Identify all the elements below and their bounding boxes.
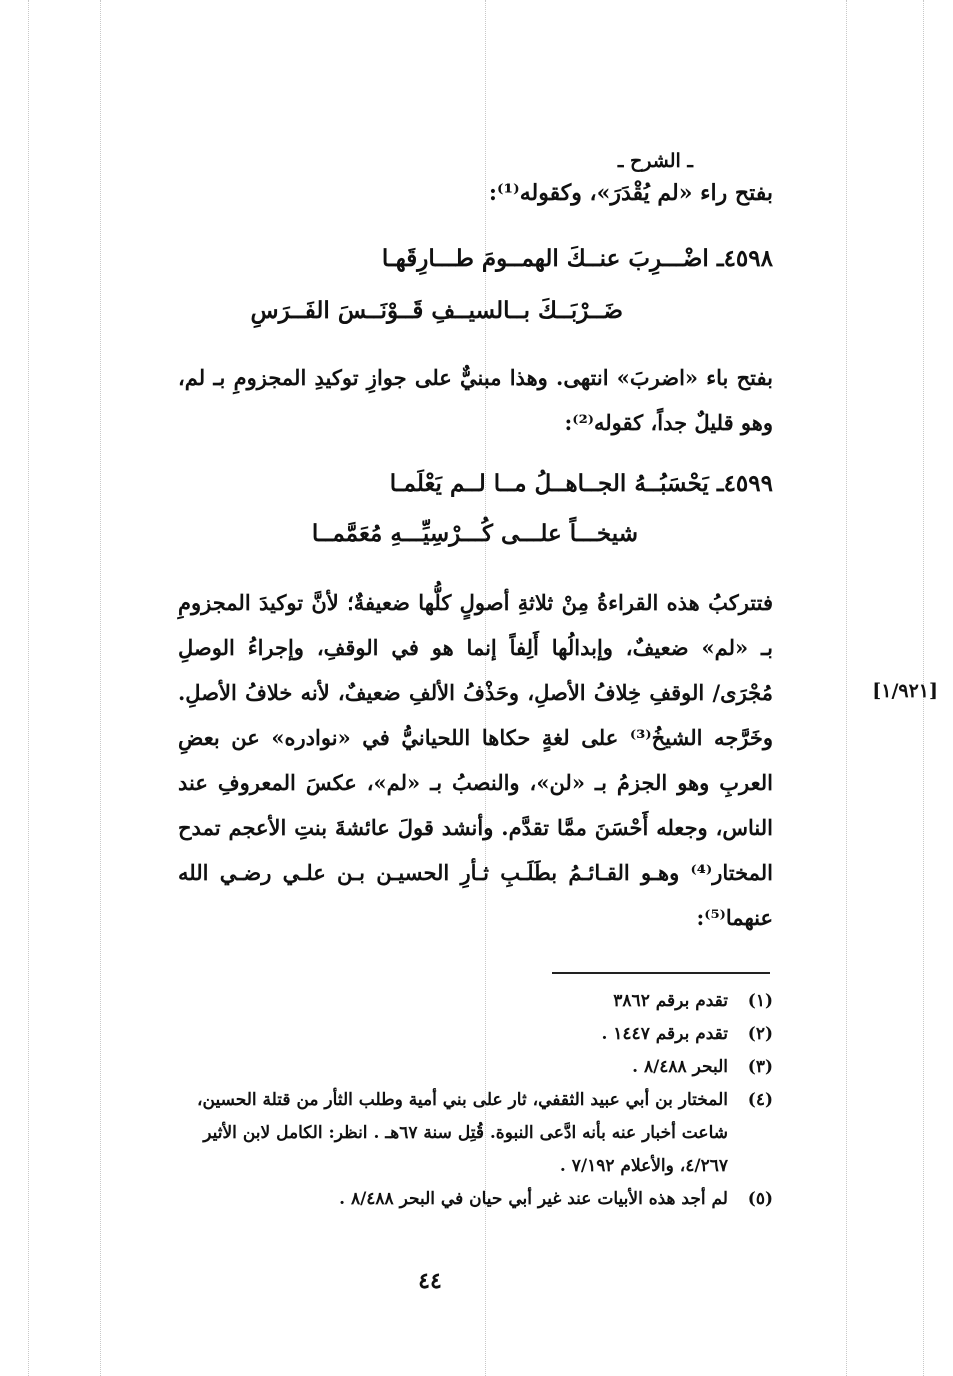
footnotes	[173, 985, 773, 1216]
footnote-2	[173, 1018, 773, 1051]
page-number: ٤٤	[418, 1268, 442, 1294]
footnote-number: (٣)	[747, 1057, 773, 1077]
scan-guide-line	[100, 0, 101, 1376]
footnote-number: (٥)	[747, 1189, 773, 1209]
footnote-text: لم أجد هذه الأبيات عند غير أبي حيان في البحر ٨/٤٨٨ .	[339, 1189, 728, 1209]
section-header: ـ الشرح ـ	[617, 150, 693, 172]
footnote-4	[173, 1084, 773, 1183]
footnote-number: (٢)	[747, 1024, 773, 1044]
manuscript-folio-marker: [١/٩٢١]	[872, 680, 938, 702]
intro-line: بفتح راء «لم يُقْدَرَ»، وكقوله⁽¹⁾:	[488, 180, 773, 206]
verse-4598-first-hemistich: ٤٥٩٨ـ اضْـــرِبَ عنــكَ الهمــومَ طـــارِقَهـا	[381, 245, 773, 272]
scan-guide-line	[28, 0, 29, 1376]
verse-4599-first-hemistich: ٤٥٩٩ـ يَحْسَبُــهُ الجــاهــلُ مــا لــم يَعْلَمـا	[389, 470, 773, 497]
footnote-separator	[552, 972, 770, 974]
footnote-number: (٤)	[747, 1090, 773, 1110]
verse-4598-second-hemistich: ضَــرْبَــكَ بــالسيــفِ قَــوْنَــسَ الفَــرَسِ	[250, 297, 623, 324]
footnote-text: البحر ٨/٤٨٨ .	[632, 1057, 728, 1077]
footnote-text: تقدم برقم ٣٨٦٢	[613, 991, 728, 1011]
footnote-3	[173, 1051, 773, 1084]
paragraph-1: بفتح باء «اضربَ» انتهى. وهذا مبنيٌّ على جوازِ توكيدِ المجزومِ بـ لم، وهو قليلٌ جداً، كقوله⁽²⁾:	[178, 365, 773, 435]
footnote-text: تقدم برقم ١٤٤٧ .	[601, 1024, 728, 1044]
verse-4599-second-hemistich: شيخـــاً علـــى كُـــرْسِيِّـــهِ مُعَمَّمــا	[311, 520, 638, 547]
footnote-number: (١)	[747, 991, 773, 1011]
scan-guide-line	[846, 0, 847, 1376]
paragraph-2: فتتركبُ هذه القراءةُ مِنْ ثلاثةِ أصولٍ كلُّها ضعيفةٌ؛ لأنَّ توكيدَ المجزومِ بـ «لم» ضعيفٌ، وإبدالُها أَلِفاً إنما هو في الوقفِ، وإجراءُ الوصلِ مُجْرَى/ الوقفِ خِلافُ الأصلِ، وحَذْفُ الألفِ ضعيفٌ، لأنه خلافُ الأصلِ. وخَرَّجه الشيخُ⁽³⁾ على لغةٍ حكاها اللحيانيُّ في «نوادره» عن بعضِ العربِ وهو الجزمُ بـ «لن»، والنصبُ بـ «لم»، عكسَ المعروفِ عند الناس، وجعله أَحْسَنَ ممَّا تقدَّم. وأنشد قولَ عائشةَ بنتِ الأعجم تمدح المختار⁽⁴⁾ وهـو القـائـمُ بطَلَـبِ ثـأرِ الحسيـن بـن علـي رضـي الله عنهما⁽⁵⁾:	[178, 590, 774, 930]
footnote-text: المختار بن أبي عبيد الثقفي، ثار على بني أمية وطلب الثأر من قتلة الحسين، شاعت أخبار عنه بأنه ادَّعى النبوة. قُتِل سنة ٦٧هـ . انظر: الكامل لابن الأثير ٤/٢٦٧، والأعلام ٧/١٩٢ .	[197, 1090, 728, 1176]
footnote-1	[173, 985, 773, 1018]
footnote-5	[173, 1183, 773, 1216]
